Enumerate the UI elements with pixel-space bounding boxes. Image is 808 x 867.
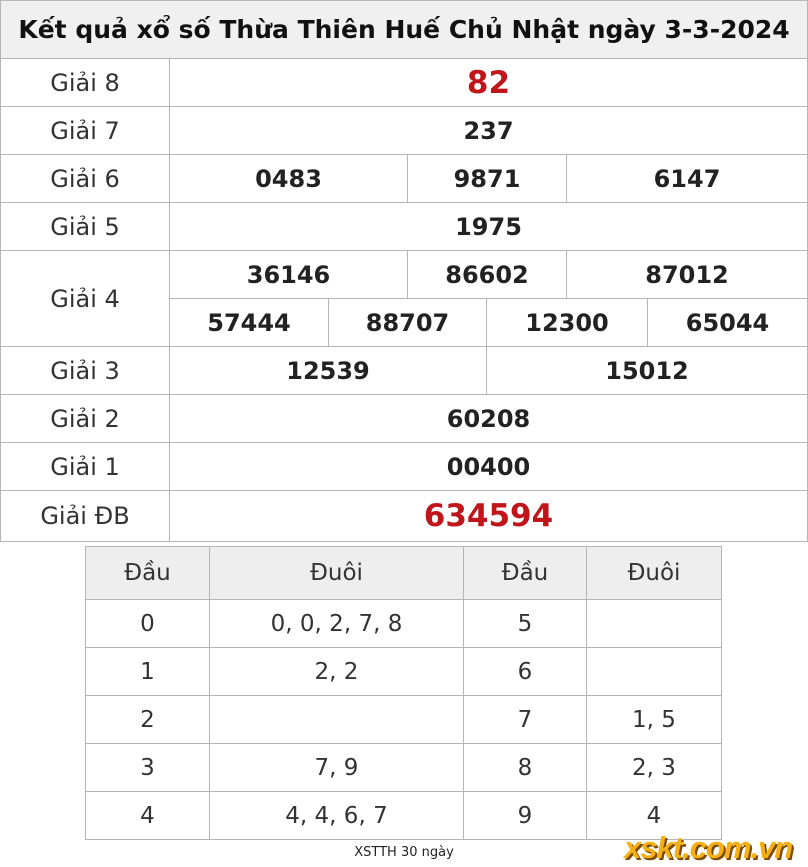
- table-cell: 4: [586, 791, 722, 840]
- table-cell: 2: [85, 695, 210, 744]
- prize-label-db: Giải ĐB: [0, 490, 170, 542]
- page-title: Kết quả xổ số Thừa Thiên Huế Chủ Nhật ngày 3-3-2024: [0, 0, 808, 59]
- table-cell: [586, 647, 722, 696]
- table-cell: 1, 5: [586, 695, 722, 744]
- table-cell: [586, 599, 722, 648]
- prize-value-g4-5: 88707: [328, 298, 487, 347]
- table-cell: 9: [463, 791, 587, 840]
- prize-value-g4-6: 12300: [486, 298, 648, 347]
- prize-label-g4: Giải 4: [0, 250, 170, 347]
- table-cell: 3: [85, 743, 210, 792]
- table-cell: 7: [463, 695, 587, 744]
- table-cell: 2, 2: [209, 647, 464, 696]
- table-cell: 0: [85, 599, 210, 648]
- header-duoi-1: Đuôi: [209, 546, 464, 600]
- prize-value-g4-2: 86602: [407, 250, 567, 299]
- prize-label-g2: Giải 2: [0, 394, 170, 443]
- table-cell: [209, 695, 464, 744]
- prize-label-g6: Giải 6: [0, 154, 170, 203]
- site-logo: xskt.com.vn: [624, 830, 793, 865]
- prize-value-g3-2: 15012: [486, 346, 808, 395]
- table-cell: 7, 9: [209, 743, 464, 792]
- prize-label-g5: Giải 5: [0, 202, 170, 251]
- table-cell: 6: [463, 647, 587, 696]
- prize-value-g1: 00400: [169, 442, 808, 491]
- table-cell: 4, 4, 6, 7: [209, 791, 464, 840]
- prize-value-db: 634594: [169, 490, 808, 542]
- head-tail-table: [85, 546, 722, 840]
- table-cell: 4: [85, 791, 210, 840]
- table-cell: 5: [463, 599, 587, 648]
- prize-label-g8: Giải 8: [0, 58, 170, 107]
- prize-value-g4-7: 65044: [647, 298, 808, 347]
- prize-value-g6-1: 0483: [169, 154, 408, 203]
- prize-value-g6-2: 9871: [407, 154, 567, 203]
- prize-value-g4-1: 36146: [169, 250, 408, 299]
- prize-value-g8: 82: [169, 58, 808, 107]
- table-cell: 1: [85, 647, 210, 696]
- table-cell: 2, 3: [586, 743, 722, 792]
- caption-link[interactable]: XSTTH 30 ngày: [354, 845, 454, 860]
- header-duoi-2: Đuôi: [586, 546, 722, 600]
- prize-value-g4-3: 87012: [566, 250, 808, 299]
- prize-value-g5: 1975: [169, 202, 808, 251]
- prize-label-g1: Giải 1: [0, 442, 170, 491]
- prize-value-g7: 237: [169, 106, 808, 155]
- header-dau-1: Đầu: [85, 546, 210, 600]
- prize-value-g3-1: 12539: [169, 346, 487, 395]
- prize-value-g2: 60208: [169, 394, 808, 443]
- header-dau-2: Đầu: [463, 546, 587, 600]
- table-cell: 8: [463, 743, 587, 792]
- prize-label-g7: Giải 7: [0, 106, 170, 155]
- prize-value-g6-3: 6147: [566, 154, 808, 203]
- table-cell: 0, 0, 2, 7, 8: [209, 599, 464, 648]
- prize-value-g4-4: 57444: [169, 298, 329, 347]
- prize-label-g3: Giải 3: [0, 346, 170, 395]
